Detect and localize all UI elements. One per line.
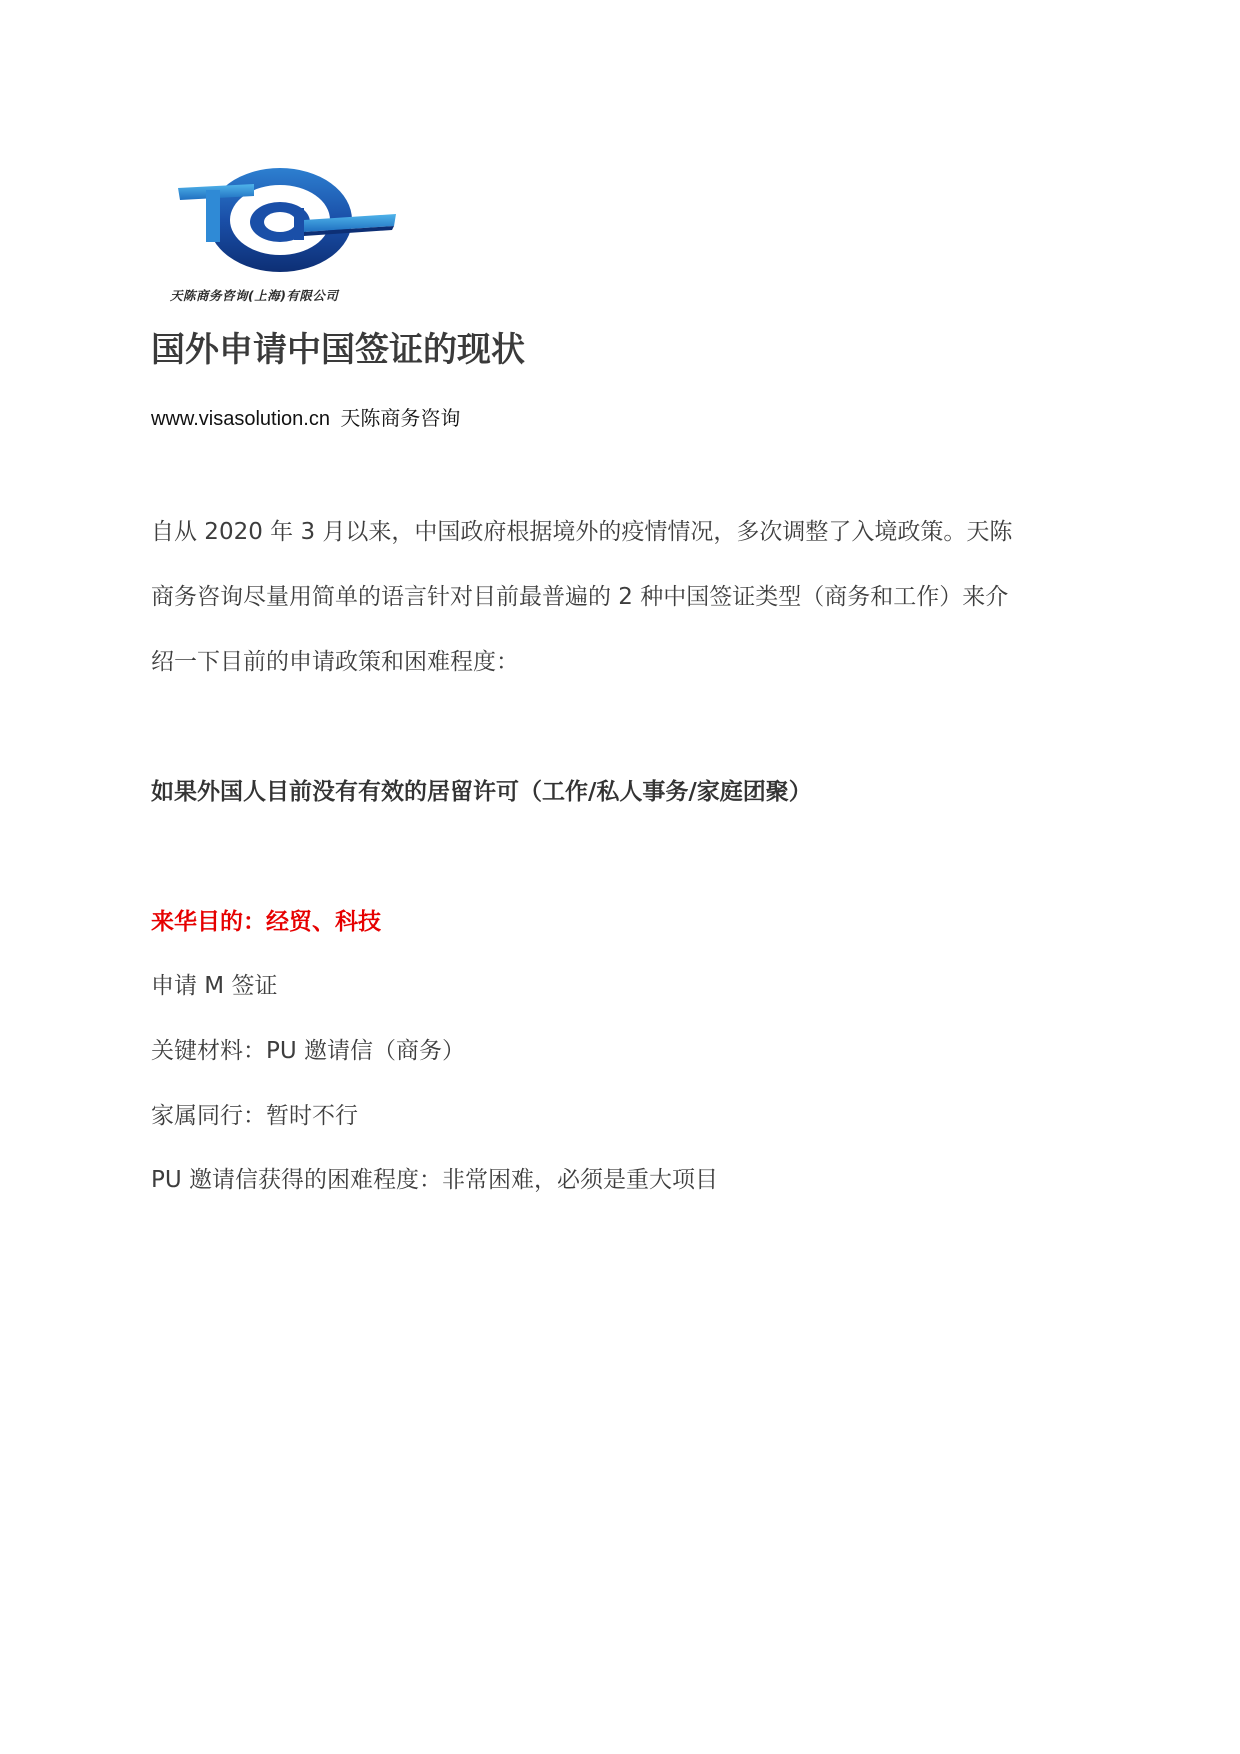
tianchen-logo-icon <box>168 160 400 284</box>
detail-difficulty: PU 邀请信获得的困难程度：非常困难，必须是重大项目 <box>151 1167 719 1193</box>
detail-family: 家属同行：暂时不行 <box>151 1103 358 1129</box>
detail-visa-type: 申请 M 签证 <box>151 973 278 999</box>
website-company-name: 天陈商务咨询 <box>340 406 461 430</box>
intro-line-1: 自从 2020 年 3 月以来，中国政府根据境外的疫情情况，多次调整了入境政策。天陈 <box>151 519 1013 545</box>
detail-key-material: 关键材料：PU 邀请信（商务） <box>151 1038 466 1064</box>
page-title: 国外申请中国签证的现状 <box>151 330 525 370</box>
logo-company-name: 天陈商务咨询(上海)有限公司 <box>170 288 339 303</box>
intro-line-2: 商务咨询尽量用简单的语言针对目前最普遍的 2 种中国签证类型（商务和工作）来介 <box>151 584 1009 610</box>
company-logo <box>168 160 400 312</box>
intro-line-3: 绍一下目前的申请政策和困难程度： <box>151 649 519 675</box>
section-heading: 如果外国人目前没有有效的居留许可（工作/私人事务/家庭团聚） <box>151 779 812 805</box>
purpose-heading: 来华目的：经贸、科技 <box>151 909 381 935</box>
website-url[interactable]: www.visasolution.cn <box>151 408 330 430</box>
website-line <box>151 402 460 431</box>
